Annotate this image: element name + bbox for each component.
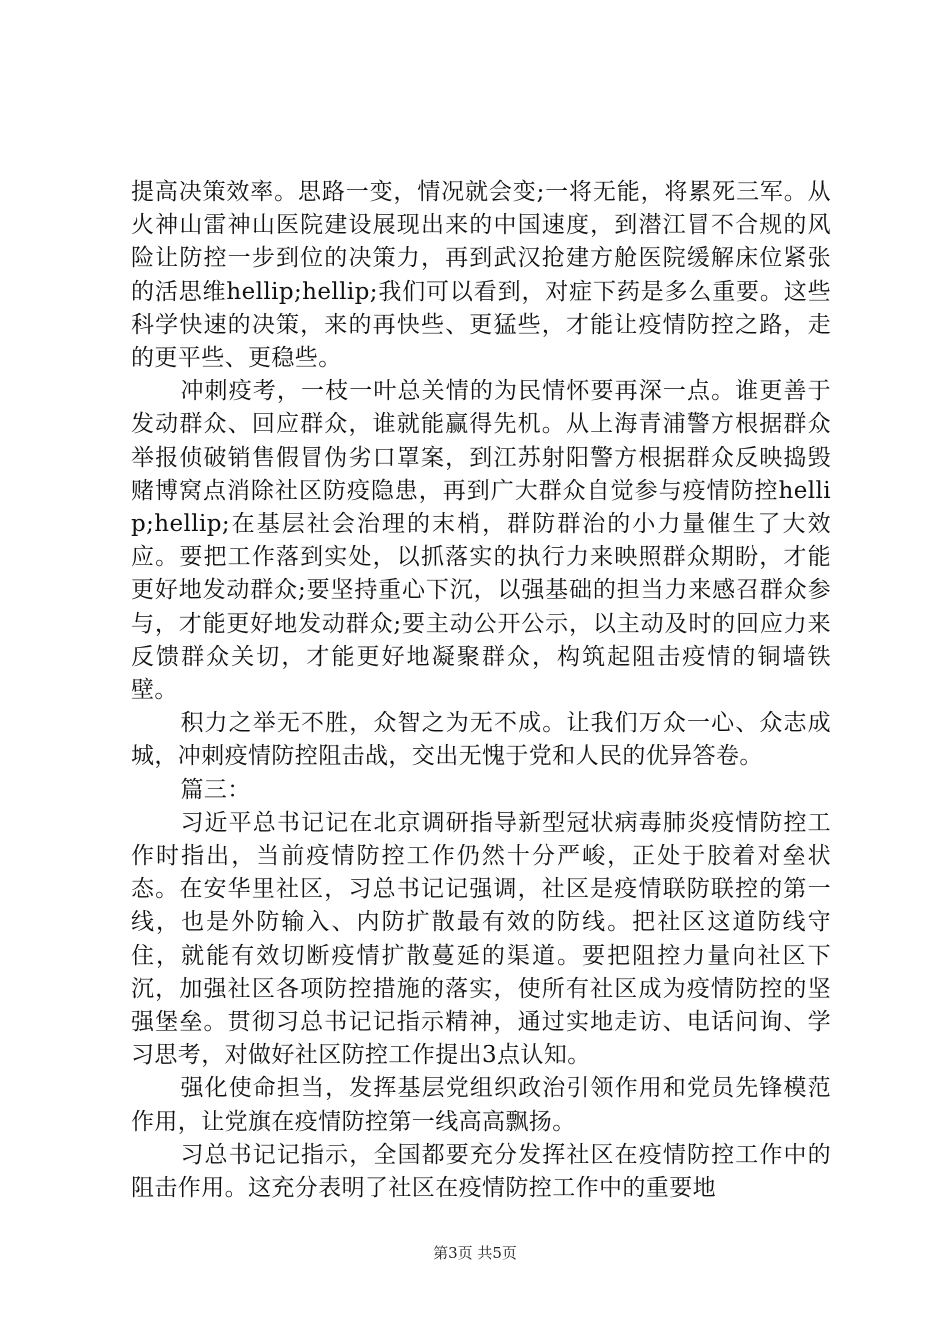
paragraph: 习总书记记指示，全国都要充分发挥社区在疫情防控工作中的阻击作用。这充分表明了社区在疫情防控工作中的重要地 [131,1141,831,1202]
page-footer: 第3页 共5页 [433,1244,517,1262]
paragraph: 冲刺疫考，一枝一叶总关情的为民情怀要再深一点。谁更善于发动群众、回应群众，谁就能赢得先机。从上海青浦警方根据群众举报侦破销售假冒伪劣口罩案，到江苏射阳警方根据群众反映捣毁赌博窝点消除社区防疫隐患，再到广大群众自觉参与疫情防控hellip;hellip;在基层社会治理的末梢，群防群治的小力量催生了大效应。要把工作落到实处，以抓落实的执行力来映照群众期盼，才能更好地发动群众;要坚持重心下沉，以强基础的担当力来感召群众参与，才能更好地发动群众;要主动公开公示，以主动及时的回应力来反馈群众关切，才能更好地凝聚群众，构筑起阻击疫情的铜墙铁壁。 [131,378,831,704]
paragraph: 习近平总书记记在北京调研指导新型冠状病毒肺炎疫情防控工作时指出，当前疫情防控工作仍然十分严峻，正处于胶着对垒状态。在安华里社区，习总书记记强调，社区是疫情联防联控的第一线，也是外防输入、内防扩散最有效的防线。把社区这道防线守住，就能有效切断疫情扩散蔓延的渠道。要把阻控力量向社区下沉，加强社区各项防控措施的落实，使所有社区成为疫情防控的坚强堡垒。贯彻习总书记记指示精神，通过实地走访、电话问询、学习思考，对做好社区防控工作提出3点认知。 [131,809,831,1069]
document-body [131,176,831,1205]
paragraph: 强化使命担当，发挥基层党组织政治引领作用和党员先锋模范作用，让党旗在疫情防控第一线高高飘扬。 [131,1075,831,1135]
section-heading: 篇三： [180,776,251,803]
paragraph: 积力之举无不胜，众智之为无不成。让我们万众一心、众志成城，冲刺疫情防控阻击战，交出无愧于党和人民的优异答卷。 [131,710,831,770]
paragraph: 提高决策效率。思路一变，情况就会变;一将无能，将累死三军。从火神山雷神山医院建设展现出来的中国速度，到潜江冒不合规的风险让防控一步到位的决策力，再到武汉抢建方舱医院缓解床位紧张的活思维hellip;hellip;我们可以看到，对症下药是多么重要。这些科学快速的决策，来的再快些、更猛些，才能让疫情防控之路，走的更平些、更稳些。 [131,179,831,372]
